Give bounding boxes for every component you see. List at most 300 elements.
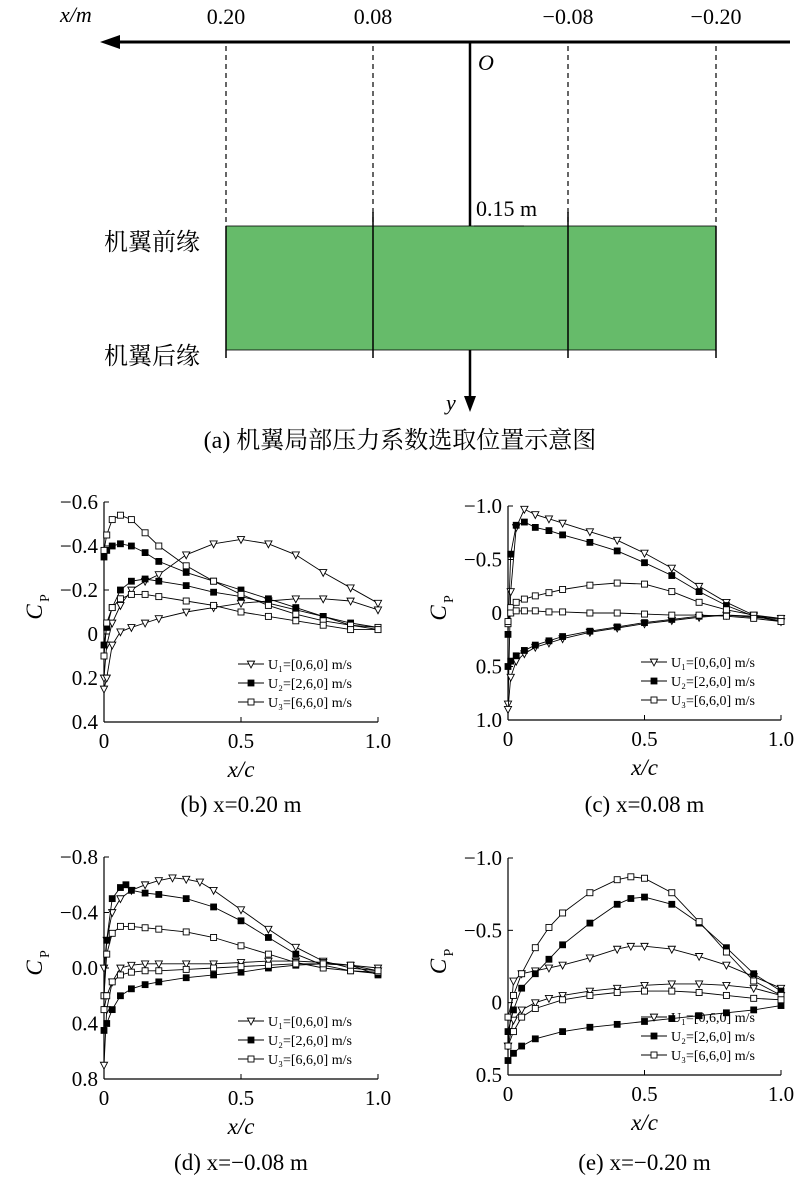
legend-entry: U₂=[2,6,0] m/s <box>268 677 352 692</box>
series-1-lower-point <box>504 706 511 713</box>
series-3-upper-point <box>104 951 110 957</box>
series-2-upper-point <box>642 894 648 900</box>
series-2-lower-point <box>104 1021 110 1027</box>
y-axis-label-subscript: P <box>38 594 53 602</box>
series-3-lower-point <box>532 1005 538 1011</box>
series-1-upper-point <box>142 882 149 889</box>
chart-panel-d <box>22 845 391 1175</box>
y-tick-label: 0.5 <box>475 1063 502 1087</box>
series-1-upper-point <box>117 896 124 903</box>
y-tick-label: 0 <box>491 990 502 1015</box>
series-3-upper-point <box>211 578 217 584</box>
y-axis-label: y <box>446 390 456 415</box>
series-3-upper-point <box>532 945 538 951</box>
station-label-neg-0.08: −0.08 <box>542 4 594 29</box>
series-3-upper-point <box>211 934 217 940</box>
series-3-lower-point <box>183 598 189 604</box>
legend-marker <box>247 661 254 668</box>
series-2-upper-point <box>128 887 134 893</box>
station-label-0.08: 0.08 <box>353 4 393 29</box>
series-3-upper-point <box>696 599 702 605</box>
series-1-upper-point <box>265 926 272 933</box>
y-tick-label: −0.5 <box>463 547 502 572</box>
series-3-upper-point <box>238 591 244 597</box>
chart-panel-c <box>426 494 794 817</box>
series-3-lower-point <box>587 610 593 616</box>
series-3-upper-point <box>587 890 593 896</box>
series-1-lower-point <box>100 1062 107 1069</box>
y-tick-label: −0.5 <box>463 918 502 943</box>
series-2-upper-point <box>101 554 107 560</box>
series-3-lower-point <box>156 968 162 974</box>
legend-entry: U₃=[6,6,0] m/s <box>671 1049 755 1064</box>
series-2-upper-point <box>546 956 552 962</box>
series-3-lower-point <box>265 613 271 619</box>
series-1-upper-point <box>292 552 299 559</box>
y-tick-label: 1.0 <box>475 708 502 732</box>
series-3-upper-point <box>183 563 189 569</box>
legend-entry: U₃=[6,6,0] m/s <box>268 1053 352 1068</box>
chart-legend <box>238 1015 352 1068</box>
y-tick-label: 0.2 <box>71 666 98 690</box>
series-3-lower-point <box>505 1043 511 1049</box>
series-3-upper-point <box>614 580 620 586</box>
series-2-lower-point <box>156 979 162 985</box>
y-tick-label: −0.6 <box>59 490 98 514</box>
series-3-upper-point <box>117 512 123 518</box>
series-1-upper-point <box>641 550 648 557</box>
series-1-upper-point <box>196 879 203 886</box>
series-2-lower-point <box>532 642 538 648</box>
series-2-upper-point <box>211 904 217 910</box>
chart-caption: (d) x=−0.08 m <box>174 1150 308 1175</box>
series-2-lower-point <box>128 578 134 584</box>
chart-legend <box>641 656 755 709</box>
legend-marker <box>247 1018 254 1025</box>
x-tick-label: 1.0 <box>767 1082 795 1106</box>
series-2-upper-point <box>293 951 299 957</box>
x-tick-label: 0 <box>98 1086 110 1110</box>
series-1-upper-point <box>117 603 124 610</box>
series-3-upper-point <box>751 978 757 984</box>
series-2-lower-point <box>614 1021 620 1027</box>
series-2-upper-point <box>128 543 134 549</box>
series-1-upper-point <box>237 907 244 914</box>
y-axis-arrow-icon <box>464 396 476 412</box>
series-3-lower-point <box>348 962 354 968</box>
series-3-lower-point <box>238 609 244 615</box>
x-tick-label: 0.5 <box>227 729 255 753</box>
legend-entry: U₁=[0,6,0] m/s <box>268 1015 352 1030</box>
legend-entry: U₁=[0,6,0] m/s <box>671 1011 755 1026</box>
series-1-upper-point <box>510 978 517 985</box>
chart-legend <box>238 658 352 711</box>
series-2-lower-point <box>546 638 552 644</box>
x-tick-label: 0.5 <box>631 727 658 751</box>
series-2-upper-point <box>123 882 129 888</box>
series-3-upper-point <box>521 596 527 602</box>
series-2-upper-point <box>183 569 189 575</box>
y-axis-label: C <box>22 604 47 620</box>
series-2 <box>101 882 381 1034</box>
series-3-upper-point <box>669 589 675 595</box>
series-1-upper-point <box>155 572 162 579</box>
series-3-lower-point <box>265 962 271 968</box>
series-3-upper-point <box>560 586 566 592</box>
wing-section <box>226 226 716 350</box>
series-3-lower-point <box>614 610 620 616</box>
series-1-lower-point <box>117 965 124 972</box>
series-3-upper-point <box>104 532 110 538</box>
y-tick-label: 0 <box>491 601 502 625</box>
series-3-lower-point <box>778 619 784 625</box>
legend-marker <box>248 680 254 686</box>
series-2-upper-point <box>587 920 593 926</box>
series-3-lower-point <box>142 968 148 974</box>
series-2-upper-point <box>117 541 123 547</box>
series-1-upper-point <box>292 944 299 951</box>
series-2-lower-point <box>560 634 566 640</box>
schematic-caption: (a) 机翼局部压力系数选取位置示意图 <box>203 428 597 454</box>
series-3-upper-point <box>348 968 354 974</box>
series-2-upper-point <box>560 942 566 948</box>
trailing-edge-label: 机翼后缘 <box>104 342 200 370</box>
series-3-lower-point <box>546 609 552 615</box>
series-1-upper-point <box>614 537 621 544</box>
series-3-lower-point <box>778 997 784 1003</box>
series-3-lower-point <box>696 612 702 618</box>
chart-panel-e <box>426 846 794 1175</box>
y-tick-label: 0.5 <box>475 654 502 679</box>
series-3-upper-point <box>723 949 729 955</box>
series-2-upper-point <box>142 890 148 896</box>
y-axis-label: C <box>22 960 47 976</box>
series-3-lower-point <box>104 620 110 626</box>
series-3-upper-point <box>505 1014 511 1020</box>
y-tick-label: −1.0 <box>463 846 502 870</box>
series-3-lower-point <box>696 990 702 996</box>
series-2-upper-point <box>156 891 162 897</box>
series-3-upper-point <box>183 929 189 935</box>
series-3-upper-point <box>587 582 593 588</box>
legend-entry: U₃=[6,6,0] m/s <box>268 696 352 711</box>
series-3-lower-point <box>642 611 648 617</box>
series-3-lower-point <box>587 992 593 998</box>
series-3-upper-point <box>546 924 552 930</box>
series-2-lower-point <box>142 576 148 582</box>
series-1-upper-point <box>183 552 190 559</box>
series-2-lower-point <box>642 620 648 626</box>
series-3-lower-point <box>513 608 519 614</box>
series-1-lower-point <box>374 607 381 614</box>
y-tick-label: −0.8 <box>59 845 98 869</box>
series-2-upper-point <box>109 543 115 549</box>
series-3-lower-point <box>375 968 381 974</box>
legend-marker <box>650 659 657 666</box>
series-3-upper-point <box>696 919 702 925</box>
series-3-upper-point <box>669 890 675 896</box>
y-tick-label: 0 <box>87 622 98 646</box>
series-3-lower-point <box>614 990 620 996</box>
series-1-lower-point <box>109 642 116 649</box>
series-3-upper-point <box>156 926 162 932</box>
series-3-upper-point <box>532 593 538 599</box>
y-tick-label: 0.4 <box>71 1011 98 1036</box>
series-2-upper-point <box>696 589 702 595</box>
series-3-lower-point <box>183 966 189 972</box>
series-3-lower-point <box>348 627 354 633</box>
series-3-upper-point <box>642 581 648 587</box>
series-2-upper-line <box>104 885 378 996</box>
legend-entry: U₃=[6,6,0] m/s <box>671 694 755 709</box>
series-1-upper-point <box>347 585 354 592</box>
series-3-lower-point <box>211 602 217 608</box>
series-2-lower-point <box>521 647 527 653</box>
series-2-upper-point <box>510 1007 516 1013</box>
legend-marker <box>248 1056 254 1062</box>
chart-caption: (b) x=0.20 m <box>180 792 302 817</box>
series-2-upper-point <box>183 896 189 902</box>
series-3-upper-point <box>628 874 634 880</box>
series-3-lower-point <box>142 591 148 597</box>
series-3-upper-point <box>614 877 620 883</box>
series-2-lower-point <box>532 1036 538 1042</box>
series-3-lower-point <box>751 995 757 1001</box>
series-3-lower-point <box>109 979 115 985</box>
series-3-upper-point <box>293 611 299 617</box>
series-3-upper-point <box>238 943 244 949</box>
series-3-upper-point <box>117 923 123 929</box>
legend-marker <box>651 678 657 684</box>
series-1-lower-line <box>104 961 378 1065</box>
y-tick-label: 0.8 <box>71 1067 98 1091</box>
series-3-lower-point <box>560 609 566 615</box>
chart-caption: (c) x=0.08 m <box>584 792 705 817</box>
x-axis-arrow-icon <box>100 35 120 49</box>
series-2-lower-point <box>117 587 123 593</box>
series-2-upper-point <box>532 524 538 530</box>
chord-label: 0.15 m <box>476 196 538 221</box>
series-3-upper-point <box>156 543 162 549</box>
station-label-0.20: 0.20 <box>206 4 246 29</box>
series-2-upper-point <box>265 934 271 940</box>
series-3-lower-point <box>104 993 110 999</box>
x-tick-label: 0 <box>502 727 514 751</box>
series-2-upper-point <box>142 550 148 556</box>
series-2-lower-point <box>211 589 217 595</box>
series-3-upper-point <box>513 599 519 605</box>
chart-panel-b <box>22 490 391 817</box>
series-3-lower-point <box>532 608 538 614</box>
series-3-lower-point <box>560 997 566 1003</box>
series-3-lower-point <box>320 622 326 628</box>
x-tick-label: 0.5 <box>227 1086 255 1110</box>
series-3-upper-point <box>265 951 271 957</box>
series-3-upper-point <box>142 925 148 931</box>
series-3-lower-point <box>505 619 511 625</box>
series-2-lower-point <box>778 1003 784 1009</box>
series-1-upper-point <box>521 506 528 513</box>
y-tick-label: −0.4 <box>59 534 98 558</box>
series-3-lower-point <box>669 988 675 994</box>
series-3-lower-point <box>375 627 381 633</box>
legend-entry: U₁=[0,6,0] m/s <box>268 658 352 673</box>
schematic-panel <box>59 2 790 454</box>
series-3-upper-point <box>109 930 115 936</box>
x-tick-label: 0 <box>98 729 110 753</box>
series-2-lower-point <box>101 642 107 648</box>
series-3-lower-point <box>642 988 648 994</box>
series-2-upper-point <box>669 573 675 579</box>
series-3-lower-point <box>510 1029 516 1035</box>
series-3 <box>101 512 381 659</box>
legend-marker <box>651 697 657 703</box>
series-2-upper-point <box>642 560 648 566</box>
series-3-upper-point <box>546 590 552 596</box>
series-2-lower-point <box>128 986 134 992</box>
series-3-upper-point <box>128 517 134 523</box>
y-axis-label-subscript: P <box>38 950 53 958</box>
series-3-upper-point <box>723 607 729 613</box>
series-2-upper-point <box>156 558 162 564</box>
series-2-upper-point <box>521 519 527 525</box>
series-3-upper-point <box>142 530 148 536</box>
y-tick-label: 0.0 <box>71 956 98 980</box>
x-tick-label: 0.5 <box>631 1082 658 1106</box>
series-2-upper-point <box>669 901 675 907</box>
series-2-lower-point <box>211 972 217 978</box>
series-2-lower-point <box>238 969 244 975</box>
series-2-lower-point <box>505 1058 511 1064</box>
series-3-lower-point <box>101 653 107 659</box>
station-label-neg-0.20: −0.20 <box>690 4 742 29</box>
legend-marker <box>248 1037 254 1043</box>
series-1-upper-point <box>374 600 381 607</box>
series-3-upper-point <box>560 910 566 916</box>
chart-legend <box>641 1011 755 1064</box>
series-1-upper-point <box>100 965 107 972</box>
series-2-lower-point <box>642 1018 648 1024</box>
series-3-upper-point <box>510 992 516 998</box>
series-3-lower-point <box>293 961 299 967</box>
y-tick-label: −0.4 <box>59 900 98 925</box>
series-3-lower-point <box>519 1014 525 1020</box>
series-3-upper-point <box>642 875 648 881</box>
series-2-upper-point <box>560 532 566 538</box>
series-3-lower-point <box>293 618 299 624</box>
y-axis-label: C <box>426 958 451 975</box>
series-2-lower-point <box>513 653 519 659</box>
series-2-upper-point <box>546 528 552 534</box>
series-3-lower-point <box>101 1007 107 1013</box>
series-2-lower-point <box>142 982 148 988</box>
series-2-lower-point <box>183 975 189 981</box>
x-tick-label: 0 <box>502 1082 514 1106</box>
series-3-lower-point <box>117 596 123 602</box>
series-2-upper-point <box>519 985 525 991</box>
y-axis-label: C <box>426 605 451 621</box>
series-2-lower-point <box>510 1050 516 1056</box>
series-2-upper-point <box>614 548 620 554</box>
series-3-lower-point <box>320 961 326 967</box>
series-1-lower-point <box>155 961 162 968</box>
x-tick-label: 1.0 <box>364 729 392 753</box>
series-2-upper-point <box>508 551 514 557</box>
y-tick-label: −0.2 <box>59 578 98 602</box>
series-2-lower-point <box>117 993 123 999</box>
series-3-upper-point <box>265 602 271 608</box>
series-3-lower-point <box>723 992 729 998</box>
series-3-upper-point <box>519 971 525 977</box>
chart-caption: (e) x=−0.20 m <box>578 1150 711 1175</box>
series-2-upper-point <box>587 539 593 545</box>
series-2-lower-point <box>101 1027 107 1033</box>
series-2-upper-point <box>513 522 519 528</box>
series-1-upper-point <box>668 565 675 572</box>
series-2-lower-point <box>183 583 189 589</box>
series-1-upper-point <box>210 887 217 894</box>
y-axis-label-subscript: P <box>442 948 457 957</box>
series-2-lower-point <box>614 624 620 630</box>
series-3-upper-point <box>109 517 115 523</box>
series-2-upper-point <box>104 937 110 943</box>
x-axis-label: x/c <box>227 1114 255 1139</box>
series-2-upper-point <box>532 971 538 977</box>
x-tick-label: 1.0 <box>364 1086 392 1110</box>
series-3-lower-point <box>211 965 217 971</box>
series-3-lower-point <box>156 594 162 600</box>
x-axis-label: x/m <box>60 2 92 27</box>
y-axis-label-subscript: P <box>442 595 457 603</box>
y-tick-label: 0.4 <box>71 710 98 734</box>
series-1-upper-point <box>320 570 327 577</box>
series-2-upper-point <box>109 896 115 902</box>
series-3-lower-point <box>669 612 675 618</box>
series-3-upper-point <box>128 923 134 929</box>
legend-entry: U₁=[0,6,0] m/s <box>671 656 755 671</box>
series-1-upper-point <box>723 962 730 969</box>
series-2-lower-point <box>109 1007 115 1013</box>
series-3-upper-point <box>101 547 107 553</box>
series-2-lower-point <box>587 1024 593 1030</box>
legend-entry: U₂=[2,6,0] m/s <box>268 1034 352 1049</box>
series-2-upper-point <box>614 901 620 907</box>
legend-marker <box>248 699 254 705</box>
series-3-lower-point <box>128 969 134 975</box>
legend-marker <box>651 1052 657 1058</box>
series-2-upper-point <box>505 631 511 637</box>
series-3-lower-point <box>723 613 729 619</box>
leading-edge-label: 机翼前缘 <box>104 228 200 256</box>
series-3-lower-point <box>238 964 244 970</box>
legend-entry: U₂=[2,6,0] m/s <box>671 675 755 690</box>
series-2-upper-point <box>628 896 634 902</box>
series-3-lower-point <box>128 591 134 597</box>
series-3-lower-point <box>109 605 115 611</box>
series-3-lower-point <box>117 972 123 978</box>
series-2-lower-point <box>587 628 593 634</box>
series-2-lower-point <box>560 1029 566 1035</box>
series-2-lower-point <box>156 578 162 584</box>
x-axis-label: x/c <box>227 757 255 782</box>
series-3-lower-point <box>521 608 527 614</box>
series-1-lower-point <box>100 686 107 693</box>
x-axis-label: x/c <box>631 755 658 780</box>
y-tick-label: −1.0 <box>463 494 502 518</box>
series-3-lower-point <box>751 615 757 621</box>
legend-marker <box>651 1033 657 1039</box>
series-1-lower-point <box>117 629 124 636</box>
